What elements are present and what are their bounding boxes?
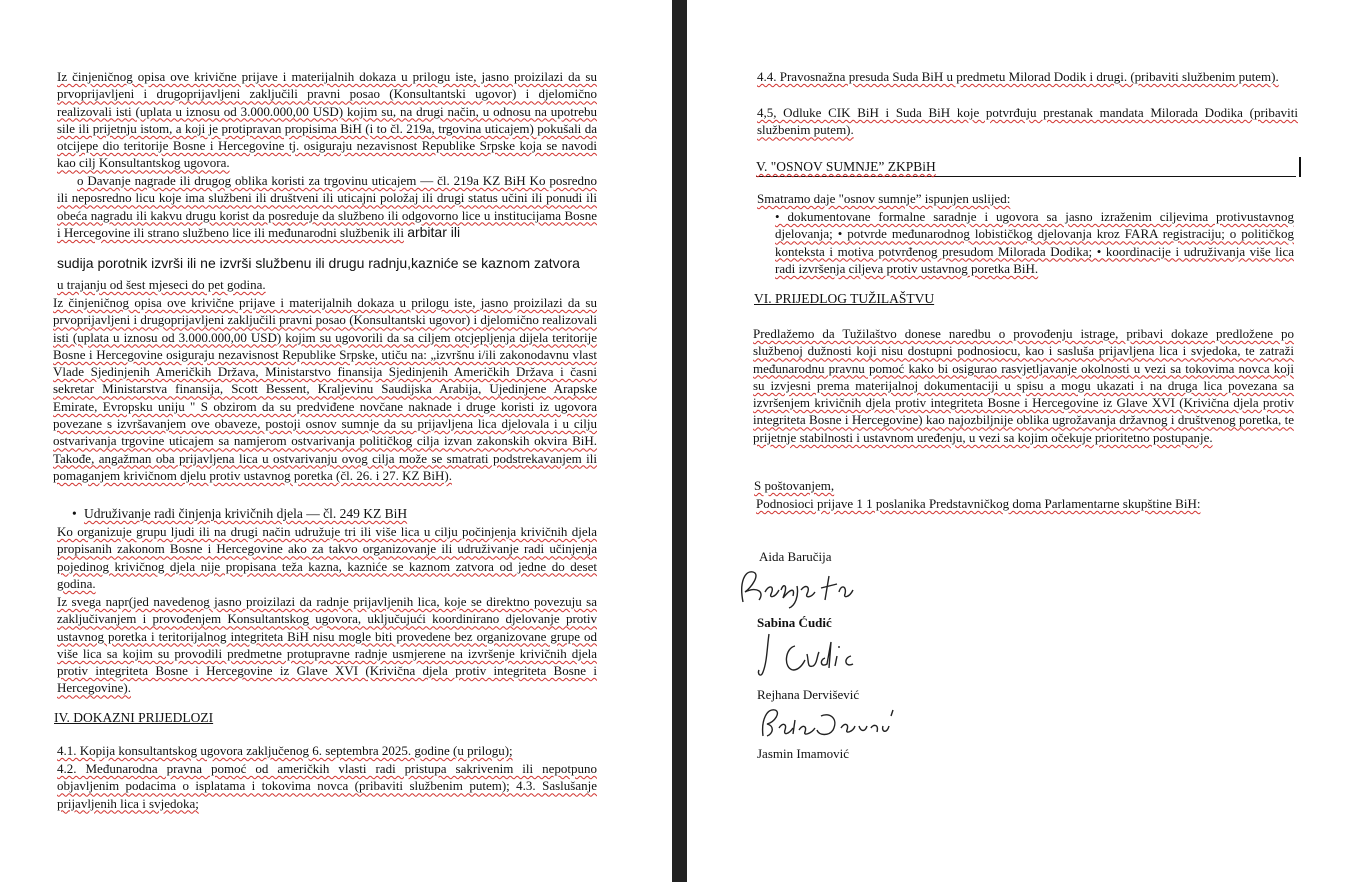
paragraph-art-219a-cont: sudija porotnik izvrši ili ne izvrši službenu ili drugu radnju,kazniće se kaznom zatvora: [57, 255, 580, 271]
closing-regards: S poštovanjem,: [754, 478, 835, 493]
bullet-dot-icon: •: [72, 506, 77, 521]
signer-name-4: Jasmin Imamović: [757, 746, 850, 761]
page-divider: [672, 0, 687, 882]
submitters-line: Podnosioci prijave 1 1 poslanika Predstavničkog doma Parlamentarne skupštine BiH:: [756, 496, 1201, 511]
text-calibri-fragment: arbitar ili: [407, 223, 461, 240]
document-page-right: [687, 0, 1367, 882]
proposal-paragraph: Predlažemo da Tužilaštvo donese naredbu o provođenju istrage, pribavi dokaze predložene po službenoj dužnosti koji nisu dostupni podnosiocu, kao i saslušа prijavljena lica i svjedoka, te zatraži međunarodnu pravnu pomoć kako bi osigurao rasvjetljavanje okolnosti u vezi sa tokovima novca koji su izvjesni prema materijalnoj dokumentaciji u spisu a mogu ukazati i na druga lica povezana sa izvršenjem krivičnih djela protiv integriteta Bosne i Hercegovine iz Glave XVI (Krivična djela protiv integriteta Bosne i Hercegovine) kao najozbiljnije oblika ugrožavanja državnog i društvenog poretka, te prijetnje stabilnosti i ustavnom uređenju, u vezi sa kojim očekuje prioritetno postupanje.: [753, 326, 1294, 445]
document-page-left: [0, 0, 672, 882]
signer-name-2: Sabina Ćudić: [757, 615, 832, 630]
evidence-item-4-4: 4.4. Pravosnažna presuda Suda BiH u predmetu Milorad Dodik i drugi. (pribaviti službenim putem).: [757, 69, 1279, 84]
paragraph-art-219a-end: u trajanju od šest mjeseci do pet godina.: [57, 277, 266, 292]
heading-basis-of-suspicion: V. "OSNOV SUMNJE” ZKPBiH: [756, 159, 1296, 177]
heading-prosecutor-proposal: VI. PRIJEDLOG TUŽILAŠTVU: [754, 291, 935, 306]
bullet-art-249: • Udruživanje radi činjenja krivičnih djela — čl. 249 KZ BiH: [72, 506, 408, 521]
paragraph-art-249: Ko organizuje grupu ljudi ili na drugi način udružuje tri ili više lica u cilju počinjenja krivičnih djela propisanih zakonom Bosne i Hercegovine ako za takvo organizovanje ili udruživanje radi učinjenja pojedinog krivičnog djela nije propisana teža kazna, kazniće se kaznom zatvora od jedne do deset godina.: [57, 524, 597, 591]
heading-evidence-proposals: IV. DOKAZNI PRIJEDLOZI: [54, 710, 214, 725]
basis-intro: Smatramo daje "osnov sumnje” ispunjen uslijed:: [757, 191, 1011, 206]
evidence-item-4-1: 4.1. Kopija konsultantskog ugovora zaključenog 6. septembra 2025. godine (u prilogu);: [57, 743, 513, 758]
signature-3-image: [755, 700, 905, 745]
signature-2-image: [755, 628, 875, 683]
signer-name-1: Aida Baručija: [759, 549, 832, 564]
paragraph-art-219a: o Davanje nagrade ili drugog oblika koristi za trgovinu uticajem — čl. 219a KZ BiH Ko posredno ili neposredno licu koje ima službeni ili društveni ili uticajni položaj ili drugi status učini ili ponudi ili obeća nagradu ili kakvu drugu korist da posreduje da službeno ili odgovorno lice u institucijama Bosne i Hercegovine ili strano službeno lice ili međunarodni službenik ili arbitar ili: [57, 173, 597, 240]
signer-name-3: Rejhana Dervišević: [757, 687, 860, 702]
evidence-item-4-5: 4,5, Odluke CIK BiH i Suda BiH koje potvrđuju prestanak mandata Milorada Dodika (pribaviti službenim putem).: [757, 105, 1298, 138]
basis-list: • dokumentovane formalne saradnje i ugovora sa jasno izraženim ciljevima protivustavnog djelovanja; • potvrde međunarodnog lobističkog djelovanja kroz FARA registraciju; o političkog konteksta i motiva potvrđenog presudom Milorada Dodika; • koordinacije i udruživanja više lica radi izvršenja ciljeva protiv ustavnog poretka BiH.: [775, 209, 1294, 276]
heading-border-mark: [1299, 157, 1301, 177]
evidence-item-4-2: 4.2. Međunarodna pravna pomoć od američkih vlasti radi pristupa sakrivenim ili nepotpuno objavljenim podacima o isplatama i tokovima novca (pribaviti službenim putem); 4.3. Saslušanje prijavljenih lica i svjedoka;: [57, 761, 597, 811]
signature-1-image: [735, 562, 875, 612]
paragraph-facts-2: Iz činjeničnog opisa ove krivične prijave i materijalnih dokaza u prilogu iste, jasno proizilazi da su prvoprijavljeni i drugoprijavljeni zaključili pravni posao (Konsultantski ugovor) i djelomično realizovali isti (uplata u iznosu od 3.000.000,00 USD) kojim su ugovorili da sa ciljem otcjepljenja dijela teritorije Bosne i Hercegovine osiguraju nezavisnost Republike Srpske, utiču na: „izvršnu i/ili zakonodavnu vlast Vlade Sjedinjenih Američkih Država, Ministarstvo finansija Sjedinjenih Američkih Država i časni sekretar Ministarstva finansija, Scott Bessent, Kraljevinu Saudijska Arabija, Ujedinjene Arapske Emirate, Evropsku uniju " S obzirom da su predviđene novčane naknade i druge koristi iz ugovora povezane s izvršavanjem ove obaveze, postoji osnov sumnje da su prijavljena lica djelovala i u cilju ostvarivanja trgovine uticajem sa namjerom ostvarivanja političkog cilja izvan zakonskih okvira BiH. Takođe, angažman oba prijavljena lica u ostvarivanju ovog cilja može se smatrati podstrekavanjem ili pomaganjem krivičnom djelu protiv ustavnog poretka (čl. 26. i 27. KZ BiH).: [53, 295, 597, 483]
paragraph-facts-1: Iz činjeničnog opisa ove krivične prijave i materijalnih dokaza u prilogu iste, jasno proizilazi da su prvoprijavljeni i drugoprijavljeni zaključili pravni posao (Konsultantski ugovor) i djelomično realizovali isti (uplata u iznosu od 3.000.000,00 USD) kojim su, na drugi način, u odnosu na upotrebu sile ili prijetnju istom, a koji je protipravan propisima BiH (i to čl. 219a, trgovina uticajem) pokušali da otcijepe dio teritorije Bosne i Hercegovine tj. osiguraju nezavisnost Republike Srpske koja se navodi kao cilj Konsultantskog ugovora.: [57, 69, 597, 171]
paragraph-conclusion: Iz svega napr(jed navedenog jasno proizilazi da radnje prijavljenih lica, koje se direktno povezuju sa zaključivanjem i provođenjem Konsultantskog ugovora, uključujući koordinirano djelovanje protiv ustavnog poretka i teritorijalnog integriteta BiH nisu mogle biti provedene bez organizovane grupe od više lica sa kojim su provodili predmetne protupravne radnje usmjerene na izvršenje krivičnih djela protiv integriteta Bosne i Hercegovine iz Glave XVI (Krivična djela protiv integriteta Bosne i Hercegovine).: [57, 594, 597, 696]
